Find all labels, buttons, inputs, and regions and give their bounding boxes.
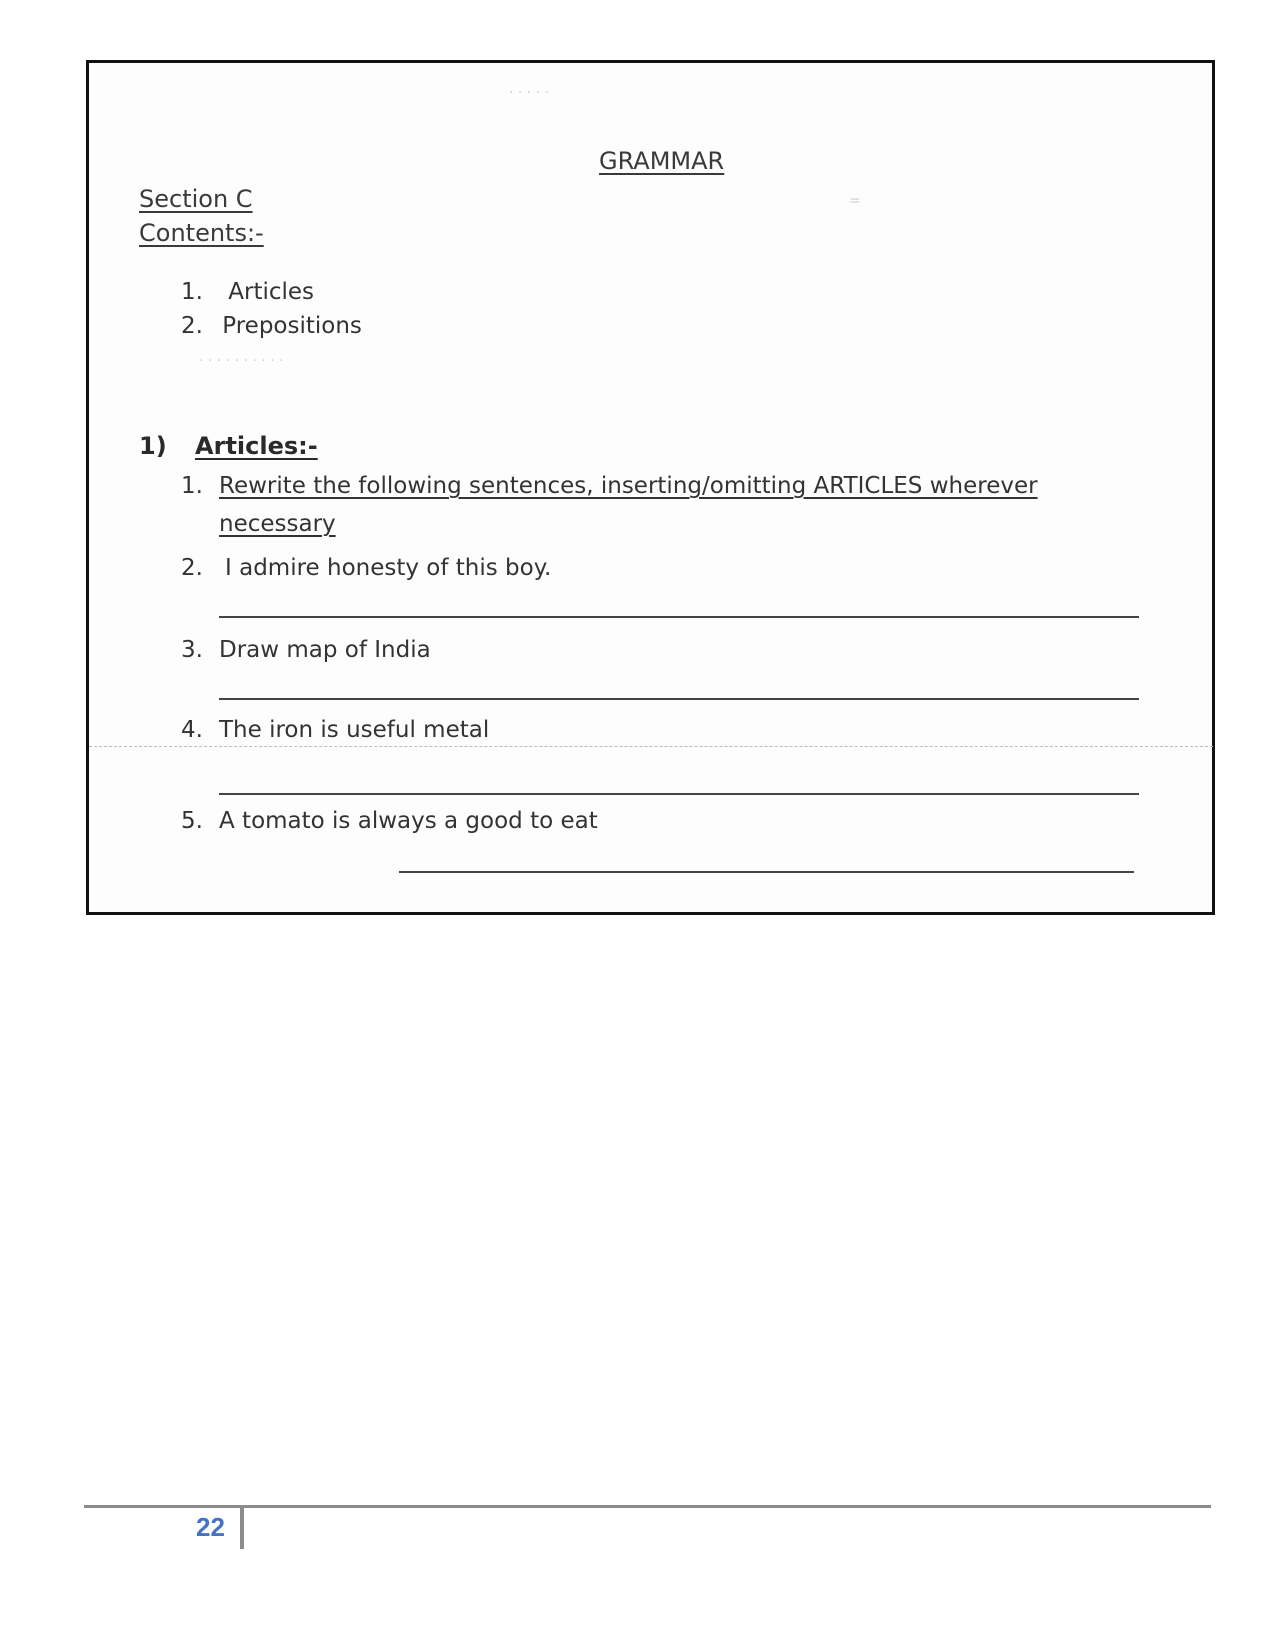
exercise-instruction: necessary <box>219 511 336 537</box>
footer-divider <box>240 1507 244 1549</box>
exercise-number: 2. <box>181 555 203 581</box>
exercise-sentence: Draw map of India <box>219 637 431 663</box>
footer-rule <box>84 1505 1211 1508</box>
contents-item-number: 1. <box>181 279 203 305</box>
articles-heading-number: 1) <box>139 432 167 460</box>
scan-noise: · · · · · <box>509 85 550 101</box>
exercise-number: 4. <box>181 717 203 743</box>
exercise-number: 1. <box>181 473 203 499</box>
exercise-sentence: The iron is useful metal <box>219 717 490 743</box>
section-label: Section C <box>139 185 253 213</box>
articles-heading <box>139 432 318 460</box>
scan-noise: = <box>849 193 861 209</box>
contents-item <box>181 279 314 305</box>
page-number: 22 <box>196 1512 225 1542</box>
exercise-sentence: I admire honesty of this boy. <box>225 555 552 581</box>
answer-line <box>399 871 1134 873</box>
contents-item-number: 2. <box>181 313 203 339</box>
exercise-number: 3. <box>181 637 203 663</box>
exercise-sentence: A tomato is always a good to eat <box>219 808 598 834</box>
exercise-instruction: Rewrite the following sentences, inserting/omitting ARTICLES wherever <box>219 473 1038 499</box>
contents-item-label: Prepositions <box>222 313 362 339</box>
answer-line <box>219 616 1139 618</box>
scanned-page <box>86 60 1215 915</box>
contents-item <box>181 313 362 339</box>
answer-line <box>219 793 1139 795</box>
exercise-number: 5. <box>181 808 203 834</box>
scan-fold-line <box>89 746 1213 747</box>
answer-line <box>219 698 1139 700</box>
contents-item-label: Articles <box>228 279 315 305</box>
articles-heading-label: Articles:- <box>195 432 318 460</box>
scan-noise: · · · · · · · · · · <box>199 353 284 369</box>
page-title: GRAMMAR <box>599 147 725 175</box>
contents-label: Contents:- <box>139 219 264 247</box>
